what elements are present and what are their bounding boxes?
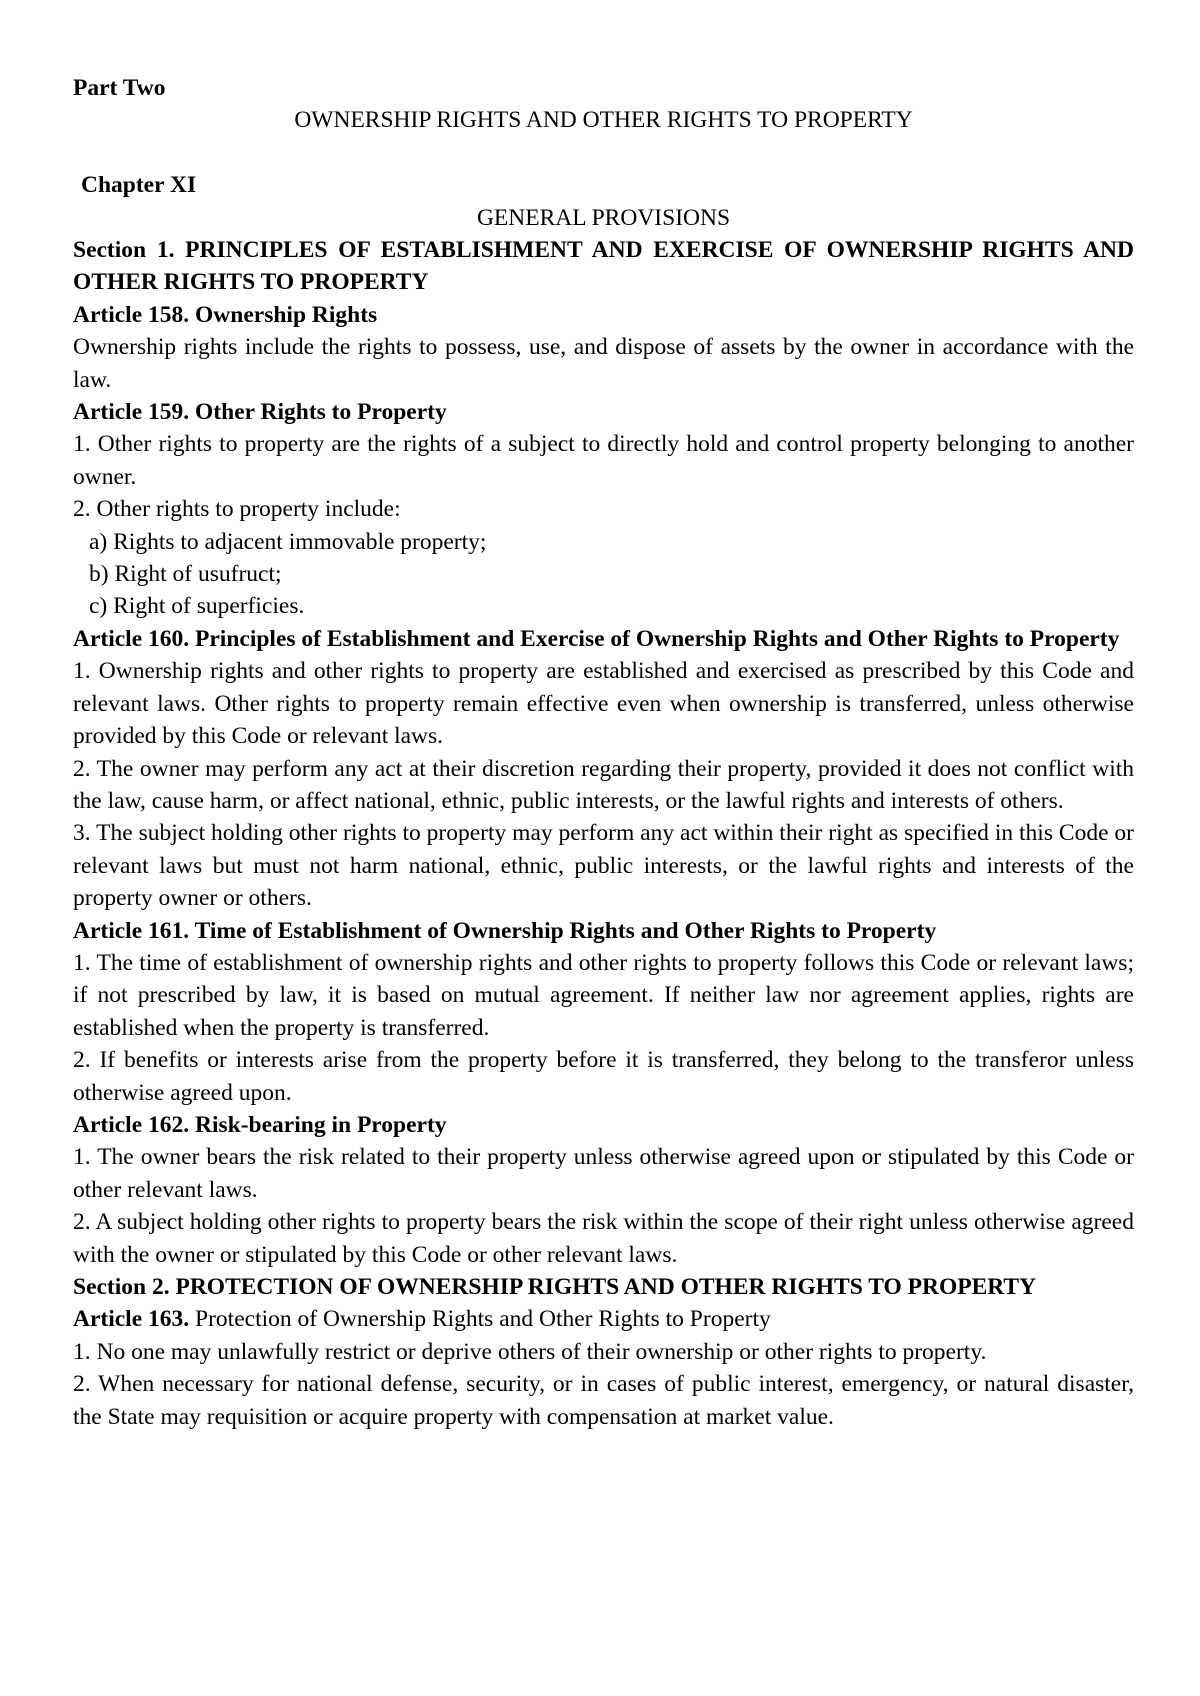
document-page [73, 72, 1134, 1433]
article-163-heading [73, 1303, 1134, 1335]
article-163-title: Protection of Ownership Rights and Other Rights to Property [189, 1306, 771, 1333]
article-163-paragraph-1: 1. No one may unlawfully restrict or deprive others of their ownership or other rights to property. [73, 1338, 987, 1365]
article-162-paragraph-1: 1. The owner bears the risk related to their property unless otherwise agreed upon or stipulated by this Code or other relevant laws. [73, 1144, 1134, 1203]
chapter-label: Chapter XI [81, 172, 197, 199]
article-162-paragraph-2: 2. A subject holding other rights to property bears the risk within the scope of their right unless otherwise agreed with the owner or stipulated by this Code or other relevant laws. [73, 1209, 1134, 1268]
article-159-heading: Article 159. Other Rights to Property [73, 399, 447, 426]
article-160-paragraph-1: 1. Ownership rights and other rights to property are established and exercised as prescribed by this Code and relevant laws. Other rights to property remain effective even when ownership is transferred, unless otherwise provided by this Code or relevant laws. [73, 658, 1134, 750]
article-161-heading: Article 161. Time of Establishment of Ownership Rights and Other Rights to Property [73, 917, 937, 944]
article-159-item-b: b) Right of usufruct; [89, 561, 282, 588]
spacer [73, 137, 1134, 169]
article-160-paragraph-3: 3. The subject holding other rights to property may perform any act within their right as specified in this Code or relevant laws but must not harm national, ethnic, public interests, or the lawful rights and interests of the property owner or others. [73, 820, 1134, 912]
article-159-paragraph-1: 1. Other rights to property are the rights of a subject to directly hold and control property belonging to another owner. [73, 431, 1134, 490]
article-159-paragraph-2: 2. Other rights to property include: [73, 496, 401, 523]
article-162-heading: Article 162. Risk-bearing in Property [73, 1111, 447, 1138]
part-title: OWNERSHIP RIGHTS AND OTHER RIGHTS TO PROPERTY [294, 107, 913, 134]
article-158-heading: Article 158. Ownership Rights [73, 301, 378, 328]
chapter-title: GENERAL PROVISIONS [476, 204, 731, 231]
article-158-text: Ownership rights include the rights to possess, use, and dispose of assets by the owner in accordance with the law. [73, 334, 1134, 393]
article-159-item-c: c) Right of superficies. [89, 593, 305, 620]
article-160-heading: Article 160. Principles of Establishment and Exercise of Ownership Rights and Other Rights to Property [73, 625, 1120, 652]
article-161-paragraph-1: 1. The time of establishment of ownership rights and other rights to property follows this Code or relevant laws; if not prescribed by law, it is based on mutual agreement. If neither law nor agreement applies, rights are established when the property is transferred. [73, 949, 1134, 1041]
article-163-paragraph-2: 2. When necessary for national defense, security, or in cases of public interest, emergency, or natural disaster, the State may requisition or acquire property with compensation at market value. [73, 1371, 1134, 1430]
article-161-paragraph-2: 2. If benefits or interests arise from the property before it is transferred, they belong to the transferor unless otherwise agreed upon. [73, 1047, 1134, 1106]
article-159-item-a: a) Rights to adjacent immovable property; [89, 528, 487, 555]
article-160-paragraph-2: 2. The owner may perform any act at their discretion regarding their property, provided it does not conflict with the law, cause harm, or affect national, ethnic, public interests, or the lawful rights and interests of others. [73, 755, 1134, 814]
article-163-label: Article 163. [73, 1306, 190, 1333]
part-label: Part Two [73, 75, 166, 101]
section-1-heading: Section 1. PRINCIPLES OF ESTABLISHMENT AND EXERCISE OF OWNERSHIP RIGHTS AND OTHER RIGHTS TO PROPERTY [73, 237, 1134, 296]
section-2-heading: Section 2. PROTECTION OF OWNERSHIP RIGHTS AND OTHER RIGHTS TO PROPERTY [73, 1274, 1037, 1301]
